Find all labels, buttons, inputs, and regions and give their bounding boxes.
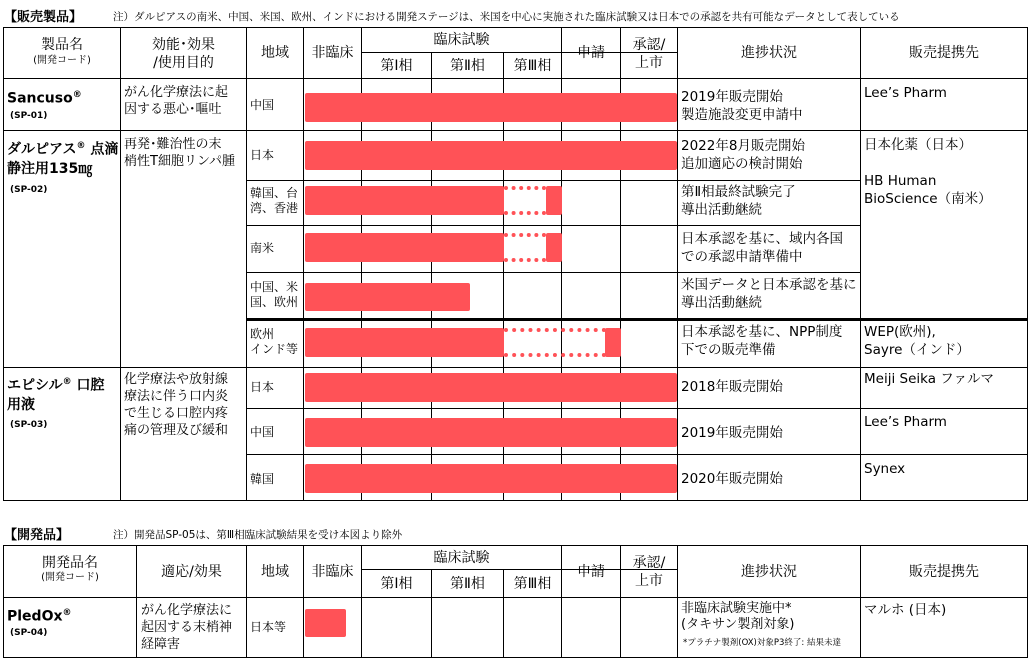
region-cell: 韓国、台 湾、香港 [250,186,299,215]
efficacy-episil: 化学療法や放射線 療法に伴う口内炎 で生じる口腔内疼 痛の管理及び緩和 [124,372,229,438]
header-dev-product-code: (開発コード) [41,572,99,583]
region-cell: 中国 [250,425,275,439]
header-region: 地域 [261,45,289,61]
header-phase2: 第Ⅱ相 [450,57,485,74]
planned-progress-bar [504,186,546,215]
header-dev-phase2: 第Ⅱ相 [450,575,485,592]
header-dev-filing: 申請 [577,563,605,580]
header-product-code: (開発コード) [33,55,91,66]
partner-cell: Lee’s Pharm [864,414,947,430]
progress-bar [305,373,677,402]
progress-bar-end [546,233,562,262]
header-dev-region: 地域 [261,563,289,580]
status-cell: 2022年8月販売開始 追加適応の検討開始 [681,138,805,172]
header-phase3: 第Ⅲ相 [513,57,552,74]
product-name-pledox: PledOx® [7,608,72,625]
progress-bar [305,418,677,447]
header-dev-approval: 承認/ [632,554,666,571]
planned-progress-bar [504,328,606,357]
product-code-sp01: (SP-01) [10,111,48,121]
status-cell: 2019年販売開始 製造施設変更申請中 [681,89,803,123]
region-cell: 南米 [250,241,275,255]
progress-bar [305,283,470,311]
header-dev-launch: 上市 [635,572,663,589]
region-cell: 日本 [250,380,275,394]
section-note-dev: 注）開発品SP-05は、第Ⅲ相臨床試験結果を受け本図より除外 [113,529,403,541]
header-status: 進捗状況 [741,45,797,61]
progress-bar [305,464,677,493]
header-usage: /使用目的 [153,54,214,71]
status-cell: 第Ⅱ相最終試験完了 導出活動継続 [681,184,796,218]
section-title-dev: 【開発品】 [4,528,70,543]
efficacy-sancuso: がん化学療法に起 因する悪心･嘔吐 [124,85,229,117]
header-dev-product: 開発品名 [42,554,98,571]
region-cell: 中国 [250,98,275,112]
header-dev-phase1: 第Ⅰ相 [380,575,413,592]
efficacy-darvias: 再発･難治性の末 梢性T細胞リンパ腫 [124,137,236,169]
progress-bar [305,186,504,215]
header-dev-efficacy: 適応/効果 [161,563,222,580]
status-footnote: *プラチナ製剤(OX)対象P3終了: 結果未達 [683,638,841,648]
section-title-sold: 【販売製品】 [4,10,83,25]
region-cell: 韓国 [250,472,275,486]
region-cell: 日本等 [250,620,287,634]
header-launch: 上市 [635,54,663,71]
header-approval: 承認/ [632,36,666,53]
progress-bar [305,328,504,357]
progress-bar [305,93,677,122]
status-cell: 非臨床試験実施中* (タキサン製剤対象) [681,601,795,632]
status-cell: 米国データと日本承認を基に 導出活動継続 [681,277,857,311]
header-dev-nonclinical: 非臨床 [311,563,354,580]
partner-cell: Meiji Seika ファルマ [864,371,994,387]
header-efficacy: 効能･効果 [152,36,215,53]
partner-cell: WEP(欧州), Sayre（インド） [864,324,970,358]
region-cell: 欧州 インド等 [250,327,299,356]
status-cell: 2020年販売開始 [681,471,783,487]
product-code-sp02: (SP-02) [10,185,48,195]
planned-progress-bar [504,233,546,262]
header-dev-phase3: 第Ⅲ相 [513,575,552,592]
partner-cell: マルホ (日本) [864,602,947,618]
progress-bar [305,609,346,637]
partner-cell: Synex [864,461,906,477]
header-product: 製品名 [41,36,83,53]
section-note-sold: 注）ダルピアスの南米、中国、米国、欧州、インドにおける開発ステージは、米国を中心に実施された臨床試験又は日本での承認を共有可能なデータとして表している [113,11,900,23]
partner-cell: Lee’s Pharm [864,85,947,101]
progress-bar-end [546,186,562,215]
status-cell: 2019年販売開始 [681,425,783,441]
product-name-episil: エピシル® 口腔 用液 [7,377,105,413]
header-clinical: 臨床試験 [433,32,490,48]
region-cell: 日本 [250,148,275,162]
product-code-sp03: (SP-03) [10,420,48,430]
product-name-darvias: ダルピアス® 点滴 静注用135㎎ [7,141,119,177]
partner-cell: 日本化薬（日本） HB Human BioScience（南米） [864,137,992,207]
status-cell: 日本承認を基に、NPP制度 下での販売準備 [681,324,843,358]
header-nonclinical: 非臨床 [311,45,354,61]
header-dev-status: 進捗状況 [741,563,797,580]
header-partner: 販売提携先 [909,45,979,61]
header-filing: 申請 [577,45,605,61]
efficacy-pledox: がん化学療法に 起因する末梢神 経障害 [141,603,233,652]
header-dev-clinical: 臨床試験 [433,549,490,566]
region-cell: 中国、米 国、欧州 [250,280,299,309]
progress-bar [305,141,677,170]
status-cell: 2018年販売開始 [681,379,783,395]
header-dev-partner: 販売提携先 [909,563,979,580]
product-code-sp04: (SP-04) [10,628,48,638]
progress-bar [305,233,504,262]
progress-bar-end [605,328,621,357]
product-name-sancuso: Sancuso® [7,90,82,107]
status-cell: 日本承認を基に、域内各国 での承認申請準備中 [681,231,843,265]
header-phase1: 第Ⅰ相 [380,57,413,74]
